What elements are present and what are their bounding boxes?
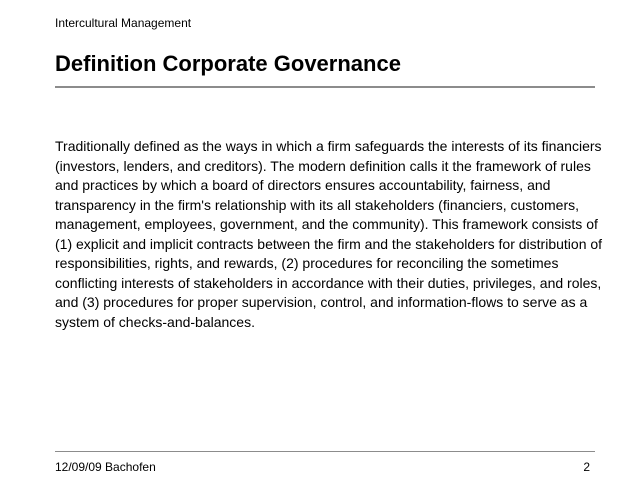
title-divider xyxy=(55,86,595,88)
paragraph-line: transparency in the firm's relationship with its all stakeholders (financiers, customers, xyxy=(55,196,579,213)
definition-paragraph xyxy=(55,137,615,332)
page-number: 2 xyxy=(583,460,590,474)
paragraph-line: (investors, lenders, and creditors). The modern definition calls it the framework of rules xyxy=(55,157,591,174)
footer-date-author: 12/09/09 Bachofen xyxy=(55,460,156,474)
footer-divider xyxy=(55,451,595,452)
paragraph-line: system of checks-and-balances. xyxy=(55,313,255,330)
paragraph-line: responsibilities, rights, and rewards, (2) procedures for reconciling the sometimes xyxy=(55,255,559,271)
paragraph-line: (1) explicit and implicit contracts between the firm and the stakeholders for distribution of xyxy=(55,235,603,252)
paragraph-line: conflicting interests of stakeholders in accordance with their duties, privileges, and roles, xyxy=(55,274,602,291)
slide-title: Definition Corporate Governance xyxy=(55,51,401,76)
course-header: Intercultural Management xyxy=(55,16,192,30)
paragraph-line: management, employees, government, and the community). This framework consists of xyxy=(55,216,598,232)
paragraph-line: Traditionally defined as the ways in which a firm safeguards the interests of its financiers xyxy=(55,138,602,154)
paragraph-line: and practices by which a board of directors ensures accountability, fairness, and xyxy=(55,177,551,193)
paragraph-line: and (3) procedures for proper supervision, control, and information-flows to serve as a xyxy=(55,294,588,310)
